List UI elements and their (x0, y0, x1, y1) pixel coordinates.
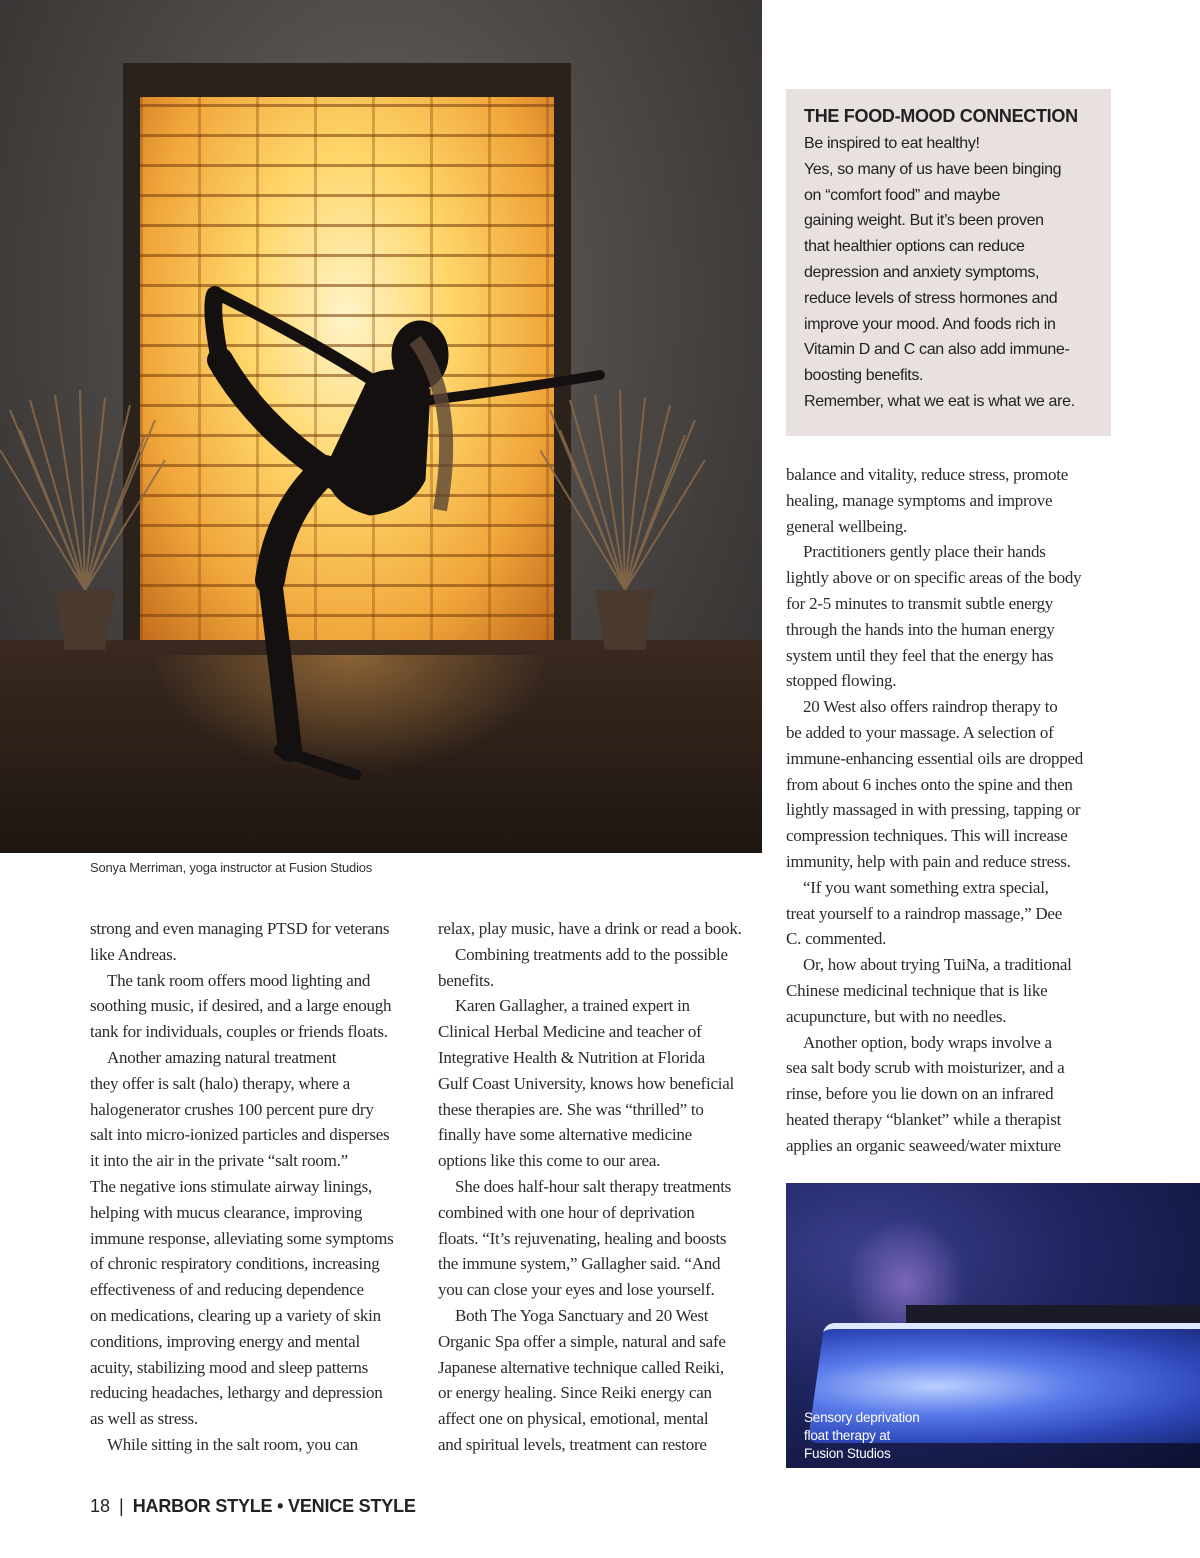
body-line: 20 West also offers raindrop therapy to (803, 697, 1058, 717)
body-line: rinse, before you lie down on an infrared (786, 1084, 1054, 1104)
sidebar-line: on “comfort food” and maybe (804, 186, 1000, 204)
body-line: for 2-5 minutes to transmit subtle energy (786, 593, 1054, 613)
body-line: combined with one hour of deprivation (438, 1202, 695, 1222)
body-line: from about 6 inches onto the spine and then (786, 774, 1073, 794)
float-photo-caption (804, 1409, 920, 1463)
article-column-2 (438, 916, 768, 1458)
publication-name: HARBOR STYLE • VENICE STYLE (132, 1496, 416, 1516)
body-line: acupuncture, but with no needles. (786, 1006, 1007, 1026)
body-line: Practitioners gently place their hands (803, 542, 1046, 562)
body-line: the immune system,” Gallagher said. “And (438, 1254, 721, 1274)
body-line: it into the air in the private “salt room.” (90, 1151, 348, 1171)
body-line: options like this come to our area. (438, 1151, 661, 1171)
body-line: treat yourself to a raindrop massage,” Dee (786, 903, 1063, 923)
body-line: of chronic respiratory conditions, increasing (90, 1254, 380, 1274)
body-line: C. commented. (786, 929, 887, 949)
body-line: soothing music, if desired, and a large enough (90, 996, 392, 1016)
body-line: you can close your eyes and lose yourself. (438, 1280, 715, 1300)
body-line: immunity, help with pain and reduce stress. (786, 851, 1071, 871)
article-column-1 (90, 916, 420, 1458)
body-line: The negative ions stimulate airway linings, (90, 1176, 372, 1196)
sidebar-line: Yes, so many of us have been binging (804, 160, 1062, 178)
sidebar-title: THE FOOD-MOOD CONNECTION (804, 106, 1078, 126)
caption-line: float therapy at (804, 1428, 891, 1443)
page-footer (90, 1496, 416, 1517)
body-line: like Andreas. (90, 944, 177, 964)
body-line: reducing headaches, lethargy and depression (90, 1383, 383, 1403)
sidebar-line: depression and anxiety symptoms, (804, 263, 1040, 281)
body-line: and spiritual levels, treatment can restore (438, 1434, 707, 1454)
body-line: immune-enhancing essential oils are dropped (786, 748, 1084, 768)
body-line: Integrative Health & Nutrition at Florida (438, 1047, 705, 1067)
body-line: Japanese alternative technique called Reiki, (438, 1357, 724, 1377)
article-column-3 (786, 462, 1116, 1159)
body-line: Organic Spa offer a simple, natural and safe (438, 1331, 726, 1351)
body-line: compression techniques. This will increase (786, 826, 1068, 846)
body-line: Another amazing natural treatment (107, 1047, 337, 1067)
wall-rail (906, 1305, 1200, 1325)
body-line: on medications, clearing up a variety of skin (90, 1305, 381, 1325)
float-therapy-photo (786, 1183, 1200, 1468)
hero-photo-caption: Sonya Merriman, yoga instructor at Fusion Studios (90, 860, 373, 875)
body-line: Both The Yoga Sanctuary and 20 West (455, 1305, 709, 1325)
body-line: Chinese medicinal technique that is like (786, 980, 1048, 1000)
sidebar-line: Be inspired to eat healthy! (804, 135, 980, 152)
body-line: lightly massaged in with pressing, tapping or (786, 800, 1081, 820)
body-line: through the hands into the human energy (786, 619, 1055, 639)
body-line: conditions, improving energy and mental (90, 1331, 360, 1351)
body-line: lightly above or on specific areas of the body (786, 568, 1082, 588)
body-line: applies an organic seaweed/water mixture (786, 1135, 1061, 1155)
body-line: Or, how about trying TuiNa, a traditional (803, 955, 1072, 975)
sidebar-line: Vitamin D and C can also add immune- (804, 341, 1070, 359)
yoga-dancer-silhouette (130, 280, 630, 780)
hero-photo (0, 0, 762, 853)
sidebar-line: improve your mood. And foods rich in (804, 315, 1056, 333)
body-line: Another option, body wraps involve a (803, 1032, 1052, 1052)
body-line: Combining treatments add to the possible (455, 944, 728, 964)
body-line: acuity, stabilizing mood and sleep patterns (90, 1357, 369, 1377)
body-line: be added to your massage. A selection of (786, 722, 1054, 742)
body-line: as well as stress. (90, 1409, 198, 1429)
body-line: tank for individuals, couples or friends floats. (90, 1022, 388, 1042)
body-line: Karen Gallagher, a trained expert in (455, 996, 690, 1016)
body-line: balance and vitality, reduce stress, promote (786, 465, 1068, 484)
caption-line: Sensory deprivation (804, 1410, 920, 1425)
body-line: She does half-hour salt therapy treatments (455, 1176, 732, 1196)
body-line: Clinical Herbal Medicine and teacher of (438, 1022, 702, 1042)
body-line: general wellbeing. (786, 516, 908, 536)
caption-line: Fusion Studios (804, 1446, 891, 1461)
body-line: finally have some alternative medicine (438, 1125, 692, 1145)
body-line: relax, play music, have a drink or read a book. (438, 919, 742, 938)
body-line: floats. “It’s rejuvenating, healing and boosts (438, 1228, 727, 1248)
body-line: halogenerator crushes 100 percent pure dry (90, 1099, 374, 1119)
body-line: strong and even managing PTSD for veterans (90, 919, 390, 938)
body-line: system until they feel that the energy has (786, 645, 1054, 665)
body-line: or energy healing. Since Reiki energy can (438, 1383, 712, 1403)
body-line: helping with mucus clearance, improving (90, 1202, 363, 1222)
sidebar-line: boosting benefits. (804, 367, 924, 385)
body-line: immune response, alleviating some symptoms (90, 1228, 394, 1248)
sidebar-line: Remember, what we eat is what we are. (804, 392, 1075, 410)
body-line: these therapies are. She was “thrilled” to (438, 1099, 704, 1119)
sidebar-line: gaining weight. But it’s been proven (804, 212, 1044, 230)
body-line: affect one on physical, emotional, mental (438, 1409, 709, 1429)
body-line: they offer is salt (halo) therapy, where a (90, 1073, 350, 1093)
page-number: 18 (90, 1496, 111, 1516)
sidebar-line: reduce levels of stress hormones and (804, 289, 1058, 307)
body-line: “If you want something extra special, (803, 877, 1049, 897)
body-line: salt into micro-ionized particles and disperses (90, 1125, 390, 1145)
body-line: sea salt body scrub with moisturizer, and a (786, 1058, 1065, 1078)
body-line: Gulf Coast University, knows how beneficial (438, 1073, 734, 1093)
body-line: healing, manage symptoms and improve (786, 490, 1053, 510)
sidebar-line: that healthier options can reduce (804, 238, 1025, 256)
footer-separator: | (119, 1496, 124, 1516)
body-line: benefits. (438, 970, 494, 990)
body-line: heated therapy “blanket” while a therapist (786, 1109, 1062, 1129)
body-line: stopped flowing. (786, 671, 897, 691)
body-line: While sitting in the salt room, you can (107, 1434, 358, 1454)
food-mood-sidebar (786, 89, 1111, 436)
body-line: The tank room offers mood lighting and (107, 970, 371, 990)
body-line: effectiveness of and reducing dependence (90, 1280, 364, 1300)
